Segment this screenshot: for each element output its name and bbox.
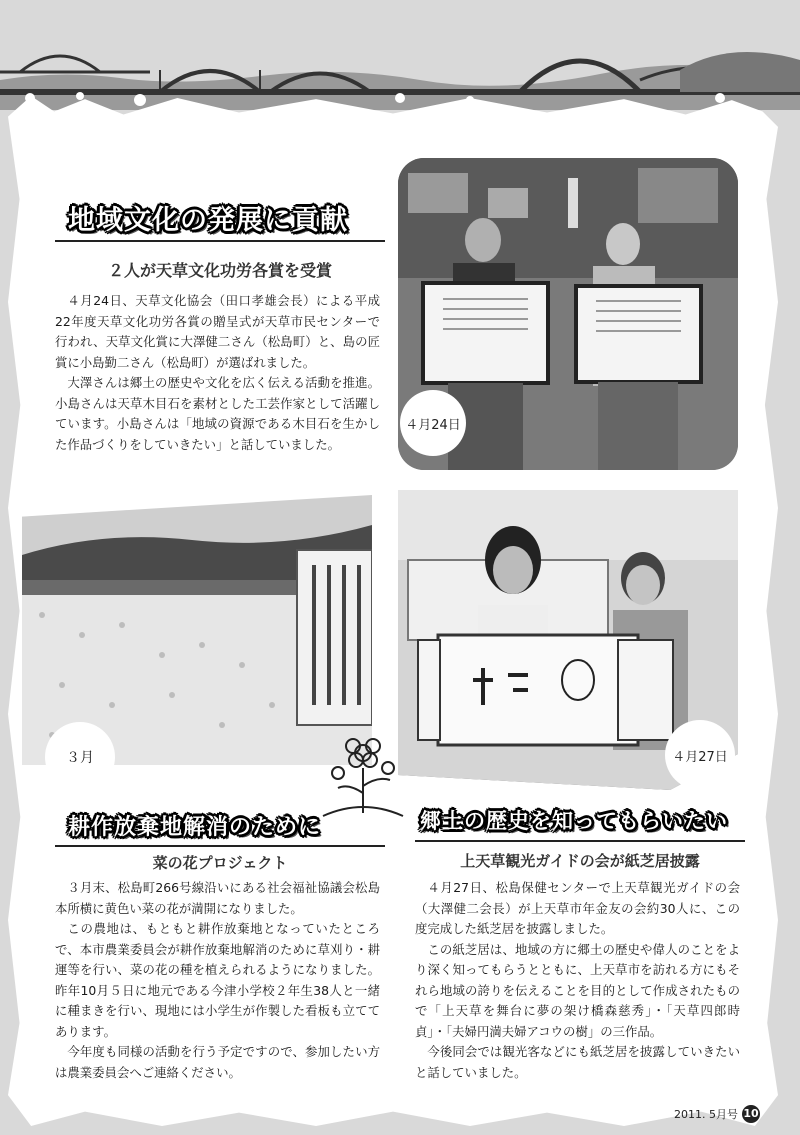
section2-subhead: 菜の花プロジェクト [152,854,288,872]
section1-body [55,291,380,455]
section3-headline: 郷土の歴史を知ってもらいたい [420,809,728,833]
page-footer [674,1105,760,1123]
section3-paragraph: この紙芝居は、地域の方に郷土の歴史や偉人のことをより深く知ってもらうとともに、上天草市を訪れる方にもそれら地域の誇りを伝えることを目的として作成されたもので「上天草を舞台に夢の架け橋森慈秀」・「天草四郎時貞」・「夫婦円満夫婦アコウの樹」の三作品。 [415,941,740,1039]
section2-body [55,878,380,1083]
section1-subhead: ２人が天草文化功労各賞を受賞 [107,261,332,280]
section2-headline: 耕作放棄地解消のために [68,815,322,840]
photo-date-badge: ３月 [45,722,115,792]
photo-date-badge: ４月24日 [400,390,466,456]
section3-paragraph: 今後同会では観光客などにも紙芝居を披露していきたいと話していました。 [415,1044,740,1080]
section1-paragraph: ４月24日、天草文化協会（田口孝雄会長）による平成22年度天草文化功労各賞の贈呈式が天草市民センターで行われ、天草文化賞に大澤健二さん（松島町）と、島の匠賞に小島勤二さん（松島町）が選ばれました。 [55,293,380,370]
photo-date-badge: ４月27日 [665,720,735,790]
section1-paragraph: 大澤さんは郷土の歴史や文化を広く伝える活動を推進。小島さんは天草木目石を素材とした工芸作家として活躍しています。小島さんは「地域の資源である木目石を生かした作品づくりをしていきたい」と話していました。 [55,375,380,452]
section3-body [415,878,740,1083]
section3-paragraph: ４月27日、松島保健センターで上天草観光ガイドの会（大澤健二会長）が上天草市年金友の会約30人に、この度完成した紙芝居を披露しました。 [415,880,740,936]
section3-rule [415,840,745,842]
section2-paragraph: 今年度も同様の活動を行う予定ですので、参加したい方は農業委員会へご連絡ください。 [55,1044,380,1080]
bridge-banner-illustration [0,0,800,110]
section1-rule [55,240,385,242]
rapeseed-flower-icon [318,728,408,818]
section1-headline: 地域文化の発展に貢献 [68,205,348,236]
section3-subhead: 上天草観光ガイドの会が紙芝居披露 [460,852,700,870]
section2-paragraph: ３月末、松島町266号線沿いにある社会福祉協議会松島本所横に黄色い菜の花が満開になりました。 [55,880,380,916]
section2-rule [55,845,385,847]
section2-paragraph: この農地は、もともと耕作放棄地となっていたところで、本市農業委員会が耕作放棄地解消のために草刈り・耕運等を行い、菜の花の種を植えられるようになりました。昨年10月５日に地元である今津小学校２年生38人と一緒に種まきを行い、現地には小学生が作製した看板も立ててあります。 [55,921,380,1039]
page-number: 10 [742,1105,760,1123]
issue-label: 2011. 5月号 [674,1108,738,1121]
